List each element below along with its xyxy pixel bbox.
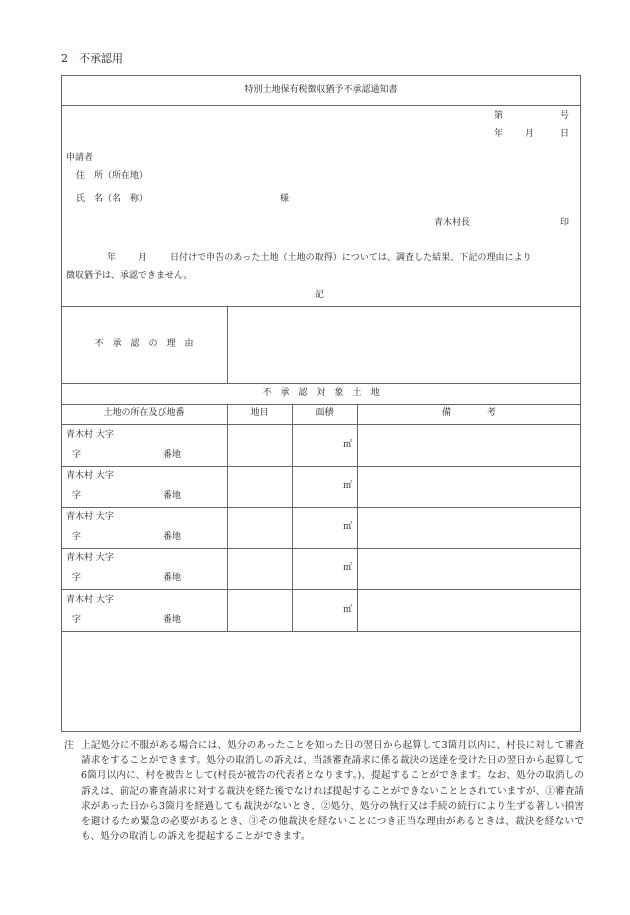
number-label-dai: 第	[494, 111, 504, 121]
row-village: 青木村 大字	[66, 595, 114, 605]
divider	[61, 631, 581, 632]
body-line2: 徴収猶予は、承認できません。	[66, 271, 193, 281]
date-day: 日	[560, 129, 570, 139]
issuer: 青木村長	[434, 218, 471, 228]
row-banchi: 番地	[163, 615, 182, 625]
row-banchi: 番地	[163, 573, 182, 583]
divider	[227, 404, 228, 631]
divider	[61, 404, 581, 405]
row-village: 青木村 大字	[66, 553, 114, 563]
divider	[61, 548, 581, 549]
note-text: 上記処分に不服がある場合には、処分のあったことを知った日の翌日から起算して3箇月以内に、村長に対して審査請求をすることができます。処分の取消しの訴えは、当該審査請求に係る裁決の送達を受けた日の翌日から起算して6箇月以内に、村を被告として(村長が被告の代表者となります。)、提起することができます。なお、処分の取消しの訴えは、前記の審査請求に対する裁決を経た後でなければ提起することができないこととされていますが、①審査請求があった日から3箇月を経過しても裁決がないとき、②処分、処分の執行又は手続の続行により生ずる著しい損害を避けるため緊急の必要があるとき、③その他裁決を経ないことにつき正当な理由があるときは、裁決を経ないでも、処分の取消しの訴えを提起することができます。	[81, 740, 584, 843]
col-header-land-category: 地目	[250, 408, 269, 418]
form-title: 特別土地保有税徴収猶予不承認通知書	[244, 85, 398, 95]
body-line1: 日付けで申告のあった土地（土地の取得）については、調査した結果、下記の理由により	[170, 253, 532, 263]
divider	[61, 589, 581, 590]
row-area-unit: ㎡	[343, 522, 353, 532]
divider	[61, 424, 581, 425]
row-aza: 字	[72, 450, 82, 460]
address-label: 住 所（所在地）	[76, 171, 149, 181]
row-village: 青木村 大字	[66, 430, 114, 440]
col-header-location: 土地の所在及び地番	[103, 408, 185, 418]
row-aza: 字	[72, 491, 82, 501]
row-aza: 字	[72, 573, 82, 583]
row-village: 青木村 大字	[66, 512, 114, 522]
appeal-note	[64, 738, 584, 844]
reason-field[interactable]	[228, 307, 580, 382]
row-banchi: 番地	[163, 532, 182, 542]
seal-mark: 印	[560, 218, 570, 228]
date-month: 月	[525, 129, 535, 139]
divider	[292, 404, 293, 631]
row-area-unit: ㎡	[343, 563, 353, 573]
row-area-unit: ㎡	[343, 605, 353, 615]
row-area-unit: ㎡	[343, 440, 353, 450]
note-lead: 注	[64, 740, 74, 751]
reason-label: 不 承 認 の 理 由	[94, 339, 194, 349]
divider	[61, 105, 581, 106]
divider	[61, 466, 581, 467]
row-aza: 字	[72, 532, 82, 542]
target-land-title: 不 承 認 対 象 土 地	[262, 388, 380, 398]
divider	[357, 404, 358, 631]
divider	[61, 507, 581, 508]
row-aza: 字	[72, 615, 82, 625]
divider	[61, 383, 581, 384]
ki-mark: 記	[315, 290, 325, 300]
row-banchi: 番地	[163, 491, 182, 501]
row-banchi: 番地	[163, 450, 182, 460]
row-area-unit: ㎡	[343, 481, 353, 491]
name-label: 氏 名（名 称）	[76, 194, 149, 204]
applicant-label: 申請者	[66, 153, 94, 163]
col-header-remarks: 備 考	[441, 408, 496, 418]
row-village: 青木村 大字	[66, 471, 114, 481]
section-heading: 2 不承認用	[61, 52, 123, 65]
body-year: 年	[107, 253, 117, 263]
date-year: 年	[494, 129, 504, 139]
number-label-go: 号	[560, 111, 570, 121]
body-month: 月	[138, 253, 148, 263]
col-header-area: 面積	[315, 408, 334, 418]
honorific: 様	[280, 194, 290, 204]
